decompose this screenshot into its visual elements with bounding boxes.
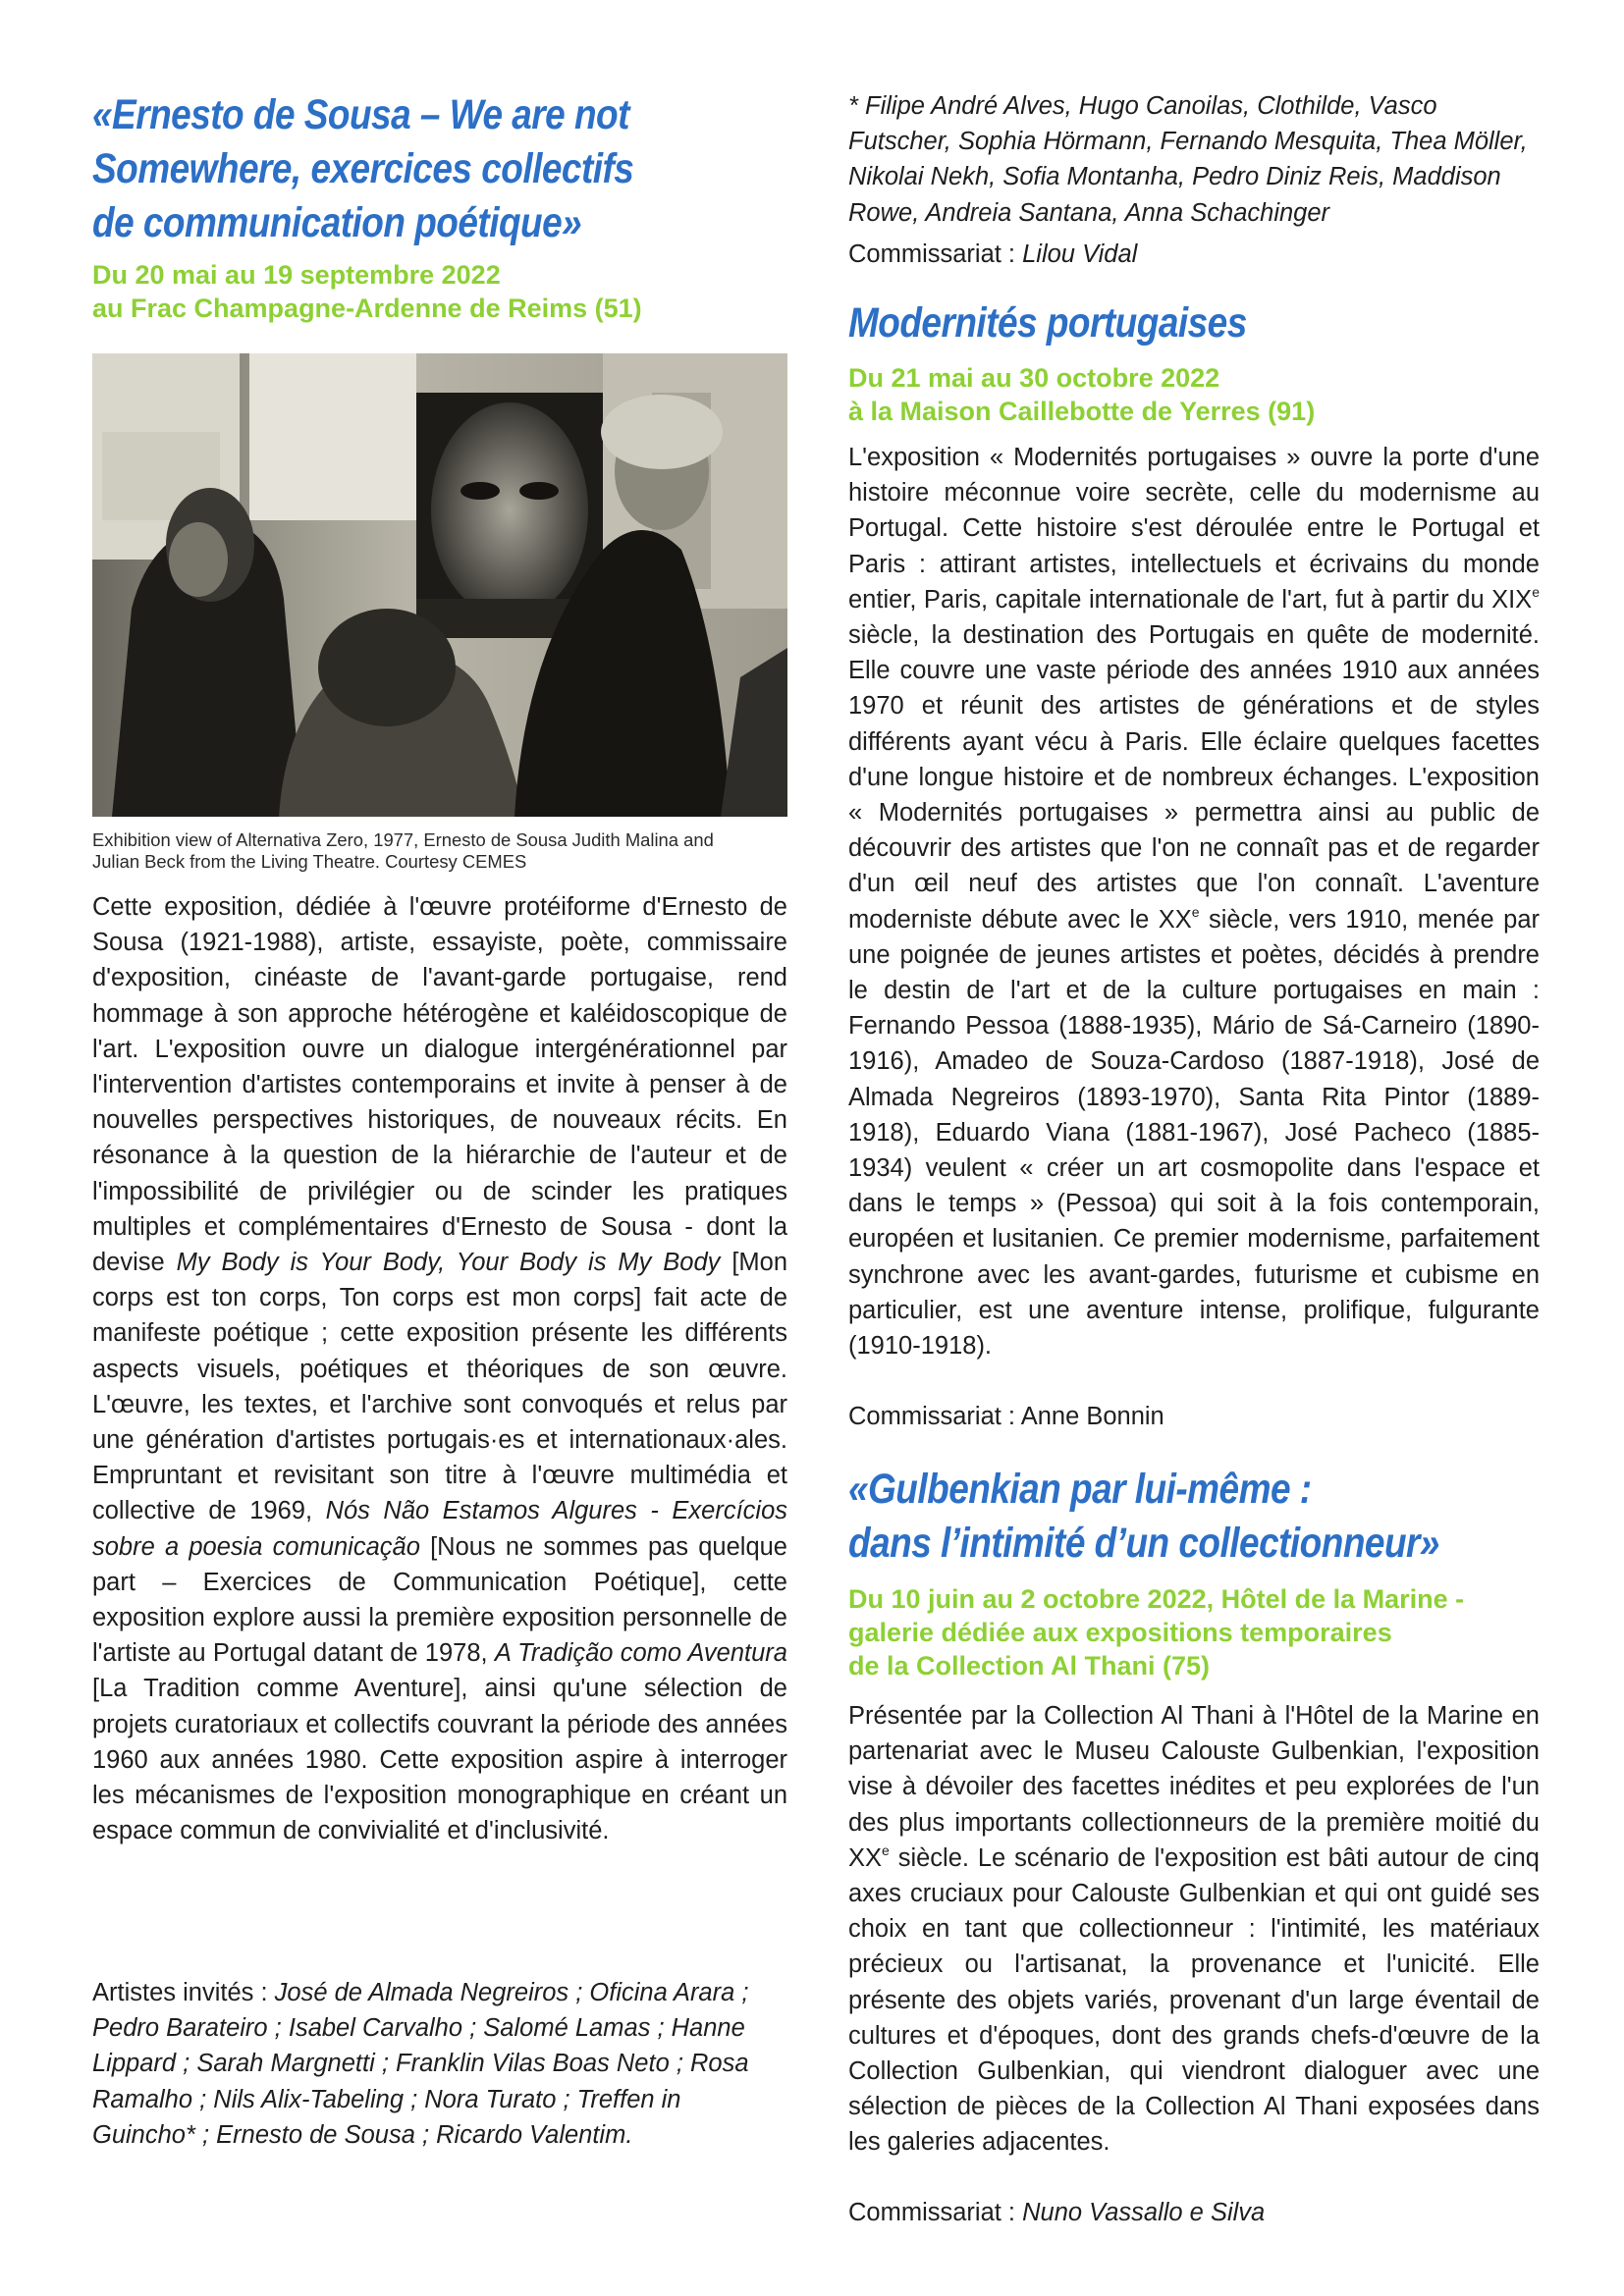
description-part: siècle, vers 1910, menée par une poignée de jeunes artistes et poètes, décidés à prendre le destin de l'art et de la culture portugaises en main : Fernando Pessoa (1888-1935), Mário de Sá-Carneiro (1890-1916), Amadeo de Souza-Cardoso (1887-1918), José de Almada Negreiros (1893-1970), Santa Rita Pintor (1889-1918), Eduardo Viana (1881-1967), José Pacheco (1885-1934) veulent « créer un art cosmopolite dans l'espace et dans le temps » (Pessoa) qui soit à la fois contemporain, européen et lusitanien. Ce premier modernisme, parfaitement synchrone avec les avant-gardes, futurisme et cubisme en particulier, est une aventure intense, prolifique, fulgurante (1910-1918). (848, 905, 1540, 1361)
exhibition-title-modernites-portugaises: Modernités portugaises (848, 299, 1247, 347)
exhibition-description-ernesto-de-sousa (92, 889, 787, 1848)
description-part: siècle, la destination des Portugais en quête de modernité. Elle couvre une vaste période des années 1910 aux années 1970 et réunit des artistes de générations et de styles différents ayant vécu à Paris. Elle éclaire quelques facettes d'une longue histoire et de nombreux échanges. L'exposition « Modernités portugaises » permettra ainsi au public de découvrir des artistes que l'on ne connaît pas et de regarder d'un œil neuf des artistes que l'on connaît. L'aventure moderniste débute avec le XX (848, 621, 1540, 934)
curator-gulbenkian (848, 2195, 1265, 2230)
curator-label: Commissariat : (848, 240, 1023, 268)
exhibition-description-gulbenkian (848, 1698, 1540, 2161)
description-part: [La Tradition comme Aventure], ainsi qu'une sélection de projets curatoriaux et collectifs couvrant la période des années 1960 aux années 1980. Cette exposition aspire à interroger les mécanismes de l'exposition monographique en créant un espace commun de convivialité et d'inclusivité. (92, 1675, 787, 1845)
curator-name: Nuno Vassallo e Silva (1022, 2199, 1266, 2226)
description-part: L'exposition « Modernités portugaises » ouvre la porte d'une histoire méconnue voire secrète, celle du modernisme au Portugal. Cette histoire s'est déroulée entre le Portugal et Paris : attirant artistes, intellectuels et écrivains du monde entier, Paris, capitale internationale de l'art, fut à partir du XIX (848, 444, 1540, 614)
description-part: [Mon corps est ton corps, Ton corps est mon corps] fait acte de manifeste poétique ; cette exposition présente les différents aspects visuels, poétiques et théoriques de son œuvre. L'œuvre, les textes, et l'archive sont convoqués et relus par une génération d'artistes portugais·es et internationaux·ales. Empruntant et revisitant son titre à l'œuvre multimédia et collective de 1969, (92, 1249, 788, 1525)
invited-artists (92, 1975, 787, 2153)
dates-line: Du 21 mai au 30 octobre 2022 (848, 363, 1220, 393)
exhibition-dates-gulbenkian (848, 1582, 1464, 1682)
description-part: Cette exposition, dédiée à l'œuvre protéiforme d'Ernesto de Sousa (1921-1988), artiste, essayiste, poète, commissaire d'exposition, cinéaste de l'avant-garde portugaise, rend hommage à son approche hétérogène et kaléidoscopique de l'art. L'exposition ouvre un dialogue intergénérationnel par l'intervention d'artistes contemporains et invite à penser à de nouvelles perspectives historiques, de nouveaux récits. En résonance à la question de la hiérarchie de l'auteur et de l'impossibilité de privilégier ou de scinder les pratiques multiples et complémentaires d'Ernesto de Sousa - dont la devise (92, 893, 787, 1277)
photo-caption (92, 829, 714, 873)
dates-line: à la Maison Caillebotte de Yerres (91) (848, 397, 1316, 426)
title-line: dans l’intimité d’un collectionneur» (848, 1520, 1439, 1567)
superscript: e (1532, 583, 1540, 600)
exhibition-title-ernesto-de-sousa (92, 88, 633, 250)
invited-artists-label: Artistes invités : (92, 1979, 275, 2006)
description-part: siècle. Le scénario de l'exposition est bâti autour de cinq axes cruciaux pour Calouste Gulbenkian et qui ont guidé ses choix en tant que collectionneur : l'intimité, les matériaux précieux ou l'artisanat, la provenance et l'unicité. Elle présente des objets variés, provenant d'un large éventail de cultures et d'époques, dont des grands chefs-d'œuvre de la Collection Gulbenkian, qui viendront dialoguer avec une sélection de pièces de la Collection Al Thani exposées dans les galeries adjacentes. (848, 1843, 1540, 2157)
dates-line: Du 20 mai au 19 septembre 2022 (92, 260, 501, 290)
artists-footnote: * Filipe André Alves, Hugo Canoilas, Clothilde, Vasco Futscher, Sophia Hörmann, Fernando Mesquita, Thea Möller, Nikolai Nekh, Sofia Montanha, Pedro Diniz Reis, Maddison Rowe, Andreia Santana, Anna Schachinger (848, 92, 1528, 227)
exhibition-dates-ernesto-de-sousa (92, 258, 642, 325)
motto-title: My Body is Your Body, Your Body is My Body (176, 1249, 721, 1277)
exhibition-dates-modernites-portugaises (848, 361, 1315, 428)
title-line: «Ernesto de Sousa – We are not (92, 91, 629, 138)
dates-line: galerie dédiée aux expositions temporaires (848, 1618, 1392, 1647)
title-line: Somewhere, exercices collectifs (92, 145, 634, 192)
description-part: Présentée par la Collection Al Thani à l'Hôtel de la Marine en partenariat avec le Museu Calouste Gulbenkian, l'exposition vise à dévoiler des facettes inédites et peu explorées de l'un des plus importants collectionneurs de la première moitié du XX (848, 1702, 1540, 1872)
description-part: [Nous ne sommes pas quelque part – Exercices de Communication Poétique], cette exposition explore aussi la première exposition personnelle de l'artiste au Portugal datant de 1978, (92, 1532, 787, 1668)
work-title-1978: A Tradição como Aventura (494, 1639, 787, 1668)
caption-line: Exhibition view of Alternativa Zero, 1977, Ernesto de Sousa Judith Malina and (92, 829, 714, 850)
invited-artists-list: José de Almada Negreiros ; Oficina Arara ; Pedro Barateiro ; Isabel Carvalho ; Salomé Lamas ; Hanne Lippard ; Sarah Margnetti ; Franklin Vilas Boas Neto ; Rosa Ramalho ; Nils Alix-Tabeling ; Nora Turato ; Treffen in Guincho* ; Ernesto de Sousa ; Ricardo Valentim. (92, 1979, 749, 2149)
superscript: e (1191, 903, 1200, 920)
caption-line: Julian Beck from the Living Theatre. Courtesy CEMES (92, 851, 527, 872)
dates-line: de la Collection Al Thani (75) (848, 1651, 1211, 1681)
superscript: e (882, 1842, 890, 1858)
title-line: de communication poétique» (92, 199, 582, 246)
dates-line: au Frac Champagne-Ardenne de Reims (51) (92, 294, 642, 323)
curator-ernesto-de-sousa (848, 237, 1137, 272)
exhibition-title-gulbenkian (848, 1463, 1439, 1571)
curator-name: Lilou Vidal (1022, 240, 1138, 268)
exhibition-photo (92, 353, 787, 817)
curator-label: Commissariat : (848, 2199, 1023, 2226)
curator-modernites-portugaises: Commissariat : Anne Bonnin (848, 1403, 1164, 1430)
title-line: «Gulbenkian par lui-même : (848, 1466, 1312, 1513)
work-title-1969: Nós Não Estamos Algures - Exercícios sobre a poesia comunicação (92, 1497, 788, 1561)
dates-line: Du 10 juin au 2 octobre 2022, Hôtel de la Marine - (848, 1584, 1465, 1614)
exhibition-description-modernites-portugaises (848, 440, 1540, 1363)
